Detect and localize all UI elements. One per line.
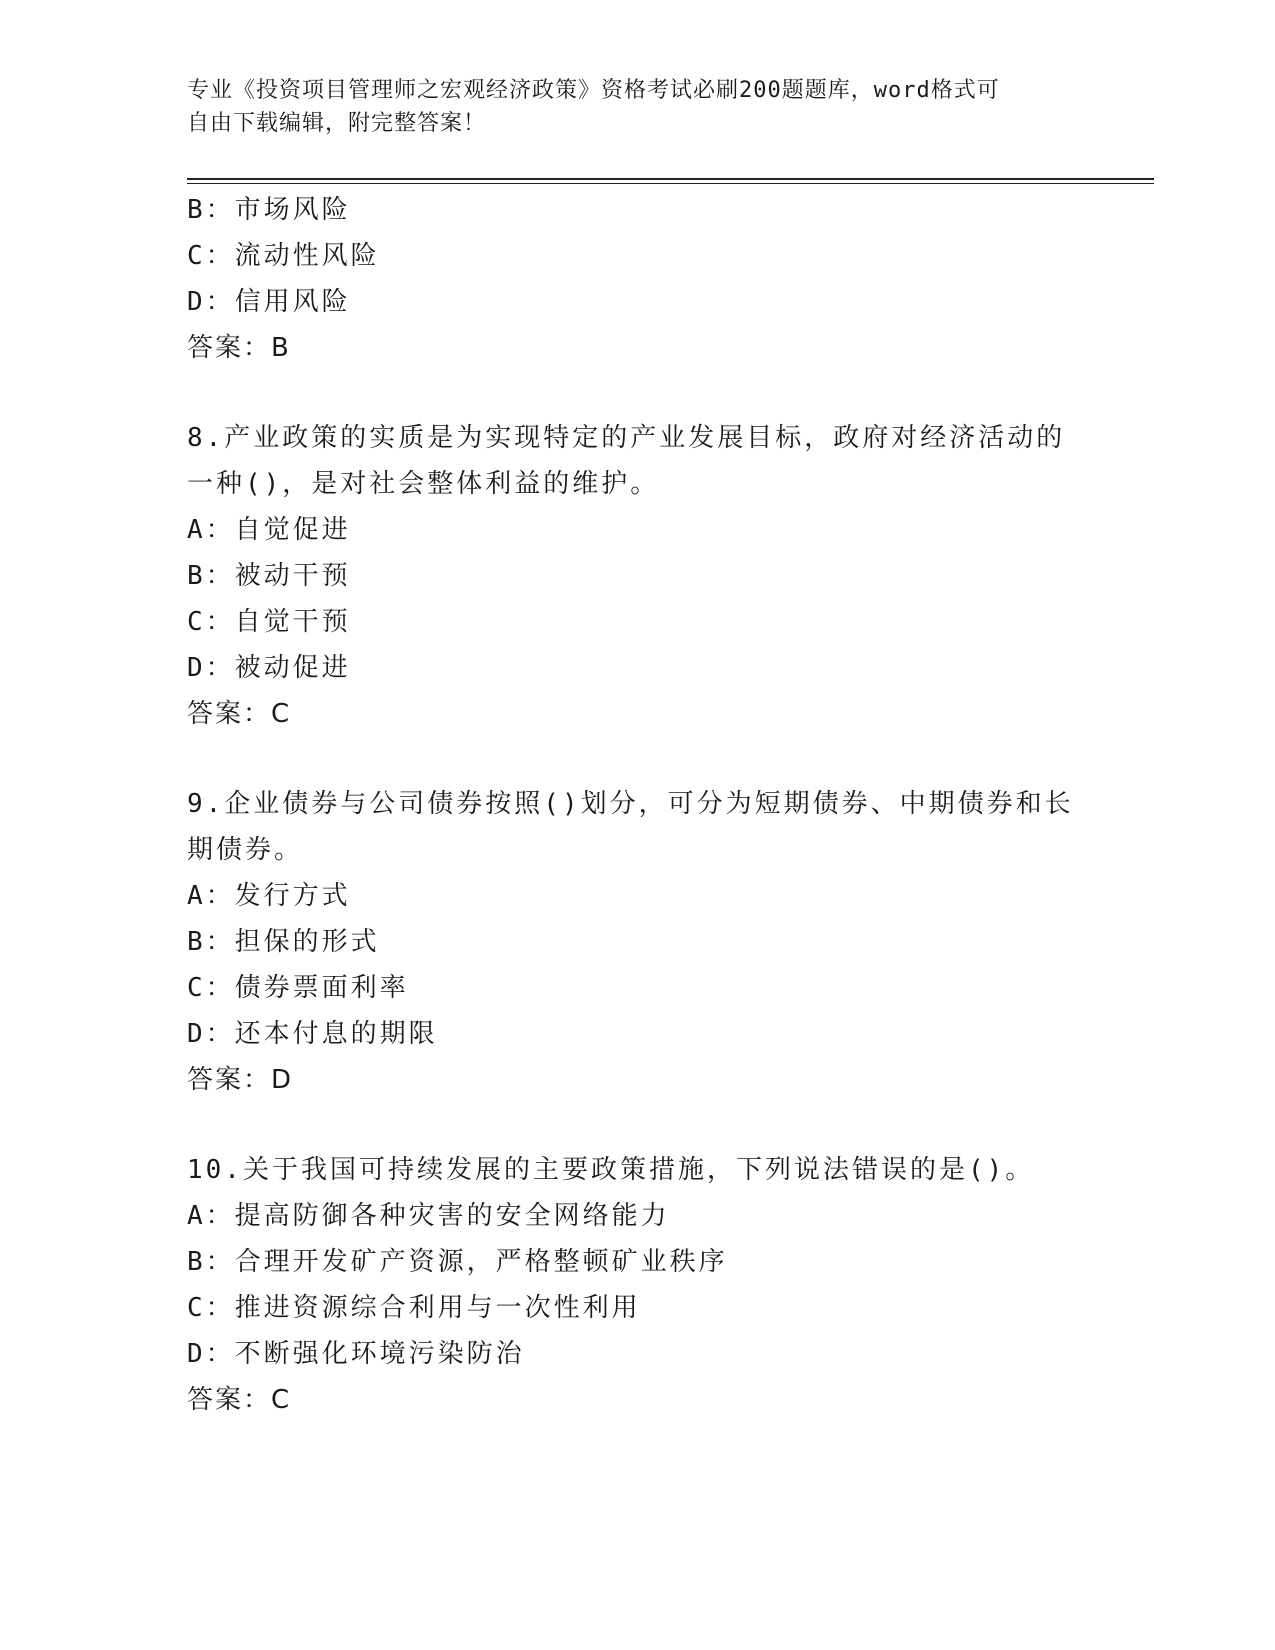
answer-value: B <box>271 333 290 363</box>
answer-line <box>187 1057 1067 1103</box>
question-list <box>187 187 1074 1423</box>
answer-line <box>187 325 1067 371</box>
question-stem-line-2: 一种()，是对社会整体利益的维护。 <box>187 469 660 499</box>
document-header <box>187 74 1067 140</box>
option-b: B：担保的形式 <box>187 927 380 957</box>
question-stem-line-1: 9.企业债券与公司债券按照()划分，可分为短期债券、中期债券和长 <box>187 789 1074 819</box>
option-c: C：自觉干预 <box>187 607 351 637</box>
header-line-1: 专业《投资项目管理师之宏观经济政策》资格考试必刷200题题库，word格式可 <box>187 78 1000 103</box>
header-rule-thin <box>187 183 1154 184</box>
question-9 <box>187 781 1074 1103</box>
question-stem-line-1: 8.产业政策的实质是为实现特定的产业发展目标，政府对经济活动的 <box>187 423 1066 453</box>
question-7-tail <box>187 187 1067 371</box>
answer-label: 答案： <box>187 699 272 729</box>
option-b: B：被动干预 <box>187 561 351 591</box>
header-rule-thick <box>187 178 1154 180</box>
answer-value: C <box>271 1385 291 1415</box>
option-c: C：债券票面利率 <box>187 973 409 1003</box>
answer-label: 答案： <box>187 1385 272 1415</box>
option-a: A：提高防御各种灾害的安全网络能力 <box>187 1201 670 1231</box>
option-d: D：不断强化环境污染防治 <box>187 1339 525 1369</box>
answer-value: D <box>271 1065 293 1095</box>
answer-line <box>187 691 1067 737</box>
option-b: B：市场风险 <box>187 195 351 225</box>
option-a: A：自觉促进 <box>187 515 351 545</box>
option-a: A：发行方式 <box>187 881 351 911</box>
option-c: C：流动性风险 <box>187 241 380 271</box>
answer-line <box>187 1377 1067 1423</box>
option-d: D：被动促进 <box>187 653 351 683</box>
option-d: D：信用风险 <box>187 287 351 317</box>
answer-label: 答案： <box>187 1065 272 1095</box>
answer-label: 答案： <box>187 333 272 363</box>
question-10 <box>187 1147 1067 1423</box>
option-d: D：还本付息的期限 <box>187 1019 438 1049</box>
option-c: C：推进资源综合利用与一次性利用 <box>187 1293 641 1323</box>
option-b: B：合理开发矿产资源，严格整顿矿业秩序 <box>187 1247 728 1277</box>
answer-value: C <box>271 699 291 729</box>
question-stem-line-2: 期债券。 <box>187 835 304 865</box>
question-stem-line-1: 10.关于我国可持续发展的主要政策措施，下列说法错误的是()。 <box>187 1155 1035 1185</box>
question-8 <box>187 415 1067 737</box>
header-line-2: 自由下载编辑，附完整答案！ <box>187 111 487 136</box>
